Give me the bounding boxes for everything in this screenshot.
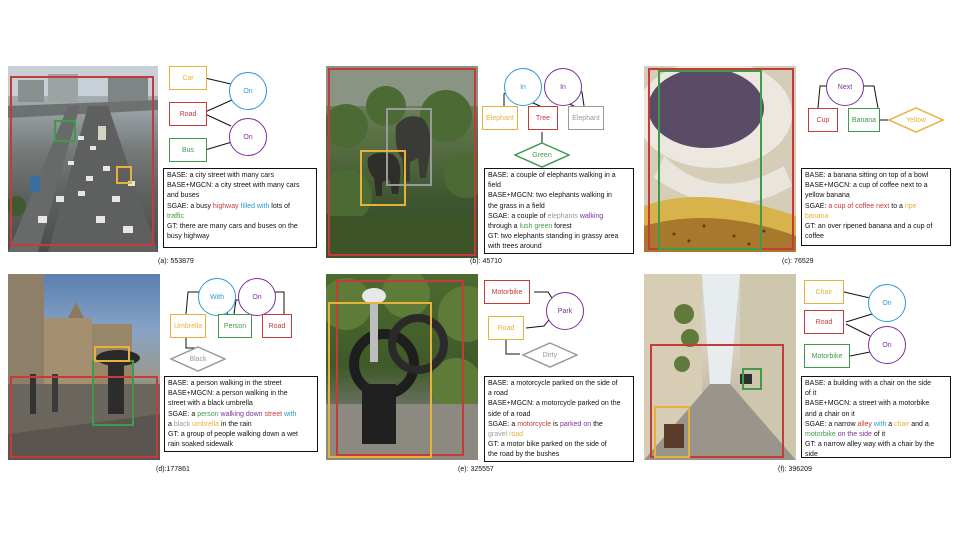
- caption-box-a: [163, 168, 317, 248]
- caption-line: [805, 202, 947, 212]
- caption-line: [488, 420, 630, 430]
- caption-line: [805, 181, 947, 191]
- caption-segment: yellow banana: [805, 192, 850, 200]
- caption-segment: SGAE:: [805, 202, 829, 210]
- caption-segment: BASE+MGCN: a cup of coffee next to a: [805, 182, 928, 190]
- graph-node-on-d: On: [238, 278, 276, 316]
- caption-segment: GT: a narrow alley way with a chair by the: [805, 441, 935, 449]
- bbox-car: [116, 166, 132, 184]
- bbox-road-e: [328, 302, 432, 458]
- caption-segment: GT: two elephants standing in grassy area: [488, 233, 619, 241]
- graph-node-road: Road: [169, 102, 207, 126]
- caption-segment: lush: [519, 223, 533, 231]
- caption-line: [805, 420, 947, 430]
- caption-line: [805, 222, 947, 232]
- graph-node-next: Next: [826, 68, 864, 106]
- caption-segment: black: [173, 420, 191, 428]
- caption-line: [167, 232, 313, 242]
- caption-line: [805, 440, 947, 450]
- caption-line: [488, 399, 630, 409]
- caption-segment: the road by the bushes: [488, 451, 560, 459]
- caption-segment: walking: [579, 212, 604, 220]
- caption-line: [488, 212, 630, 222]
- caption-line: [488, 222, 630, 232]
- graph-node-motorbike-e: Motorbike: [484, 280, 530, 304]
- scene-graph-b: [482, 64, 632, 164]
- caption-segment: umbrella: [192, 420, 219, 428]
- scene-graph-d: [166, 278, 316, 378]
- caption-segment: BASE: a building with a chair on the side: [805, 380, 932, 387]
- caption-line: [167, 181, 313, 191]
- caption-segment: a: [168, 420, 174, 428]
- caption-segment: BASE: a city street with many cars: [167, 172, 274, 179]
- panel-label-a: (a): 553879: [158, 258, 194, 265]
- caption-line: [805, 379, 947, 389]
- caption-segment: on the side: [837, 431, 872, 439]
- caption-line: [168, 389, 314, 399]
- caption-segment: of it: [871, 431, 886, 439]
- caption-line: [488, 232, 630, 242]
- caption-line: [488, 191, 630, 201]
- bbox-road: [10, 76, 154, 246]
- caption-segment: and a chair on it: [805, 410, 855, 418]
- caption-segment: the grass in a field: [488, 202, 545, 210]
- caption-line: [488, 242, 630, 252]
- caption-line: [488, 440, 630, 450]
- scene-graph-a: [165, 64, 315, 164]
- caption-segment: coffee: [805, 233, 824, 241]
- graph-node-on-cyan: On: [229, 72, 267, 110]
- caption-line: [805, 410, 947, 420]
- graph-node-park: Park: [546, 292, 584, 330]
- caption-segment: motorcycle: [517, 420, 552, 428]
- graph-node-tree: Tree: [528, 106, 558, 130]
- graph-node-cup: Cup: [808, 108, 838, 132]
- caption-line: [488, 389, 630, 399]
- caption-segment: SGAE: a couple of: [488, 212, 548, 220]
- bbox-banana: [658, 70, 762, 250]
- panel-label-f: (f): 396209: [778, 466, 812, 473]
- photo-rainy-street: [8, 274, 160, 460]
- caption-segment: green: [534, 223, 553, 231]
- graph-node-road-e: Road: [488, 316, 524, 340]
- graph-node-car: Car: [169, 66, 207, 90]
- caption-segment: GT: a motor bike parked on the side of: [488, 441, 607, 449]
- caption-segment: busy highway: [167, 233, 210, 241]
- panel-label-e: (e): 325557: [458, 466, 494, 473]
- caption-box-f: [801, 376, 951, 458]
- bbox-bus: [54, 120, 76, 142]
- photo-motorcycle: [326, 274, 478, 460]
- caption-segment: walking down: [220, 410, 263, 418]
- caption-segment: GT: a group of people walking down a wet: [168, 431, 298, 439]
- photo-elephants-forest: [326, 66, 478, 258]
- caption-segment: gravel: [488, 431, 508, 439]
- caption-segment: the: [591, 420, 603, 428]
- caption-segment: is: [551, 420, 560, 428]
- caption-segment: person: [197, 410, 219, 418]
- graph-node-elephant-gray: Elephant: [568, 106, 604, 130]
- caption-box-b: [484, 168, 634, 254]
- caption-segment: with: [284, 410, 297, 418]
- caption-segment: BASE+MGCN: a street with a motorbike: [805, 400, 930, 408]
- caption-line: [167, 212, 313, 222]
- scene-graph-f: [800, 278, 950, 378]
- caption-line: [167, 191, 313, 201]
- caption-line: [488, 202, 630, 212]
- caption-segment: BASE+MGCN: a motorcycle parked on the: [488, 400, 621, 408]
- caption-segment: GT: an over ripened banana and a cup of: [805, 223, 933, 231]
- bbox-person: [92, 360, 134, 426]
- caption-line: [168, 379, 314, 389]
- graph-node-road-d: Road: [262, 314, 292, 338]
- caption-segment: GT: there are many cars and buses on the: [167, 223, 298, 231]
- caption-segment: SGAE: a: [488, 420, 518, 428]
- caption-line: [167, 222, 313, 232]
- graph-node-in-cyan: In: [504, 68, 542, 106]
- caption-segment: in the rain: [219, 420, 252, 428]
- caption-segment: chair: [894, 420, 910, 428]
- graph-node-on-purple: On: [229, 118, 267, 156]
- graph-node-with: With: [198, 278, 236, 316]
- graph-node-bus: Bus: [169, 138, 207, 162]
- graph-node-chair: Chair: [804, 280, 844, 304]
- caption-segment: parked on: [559, 420, 592, 428]
- caption-box-d: [164, 376, 318, 452]
- caption-segment: BASE: a couple of elephants walking in a: [488, 172, 616, 179]
- caption-segment: traffic: [167, 212, 184, 220]
- graph-node-umbrella: Umbrella: [170, 314, 206, 338]
- caption-box-c: [801, 168, 951, 246]
- graph-node-yellow: Yellow: [888, 107, 944, 133]
- graph-node-on-f-purple: On: [868, 326, 906, 364]
- caption-segment: filled with: [240, 202, 270, 210]
- caption-line: [168, 410, 314, 420]
- caption-line: [805, 171, 947, 181]
- caption-segment: a: [886, 420, 895, 428]
- caption-segment: lots of: [269, 202, 290, 210]
- caption-segment: field: [488, 182, 501, 190]
- caption-segment: rain soaked sidewalk: [168, 441, 233, 449]
- panel-label-b: (b): 45710: [470, 258, 502, 265]
- bbox-elephant-yellow: [360, 150, 406, 206]
- caption-segment: BASE+MGCN: a city street with many cars: [167, 182, 300, 190]
- caption-segment: and a: [909, 420, 929, 428]
- caption-segment: a road: [488, 390, 508, 398]
- caption-line: [168, 399, 314, 409]
- caption-segment: of it: [805, 390, 817, 398]
- photo-city-highway: [8, 66, 158, 252]
- caption-line: [168, 440, 314, 450]
- graph-node-dirty: Dirty: [522, 342, 578, 368]
- caption-line: [805, 212, 947, 222]
- caption-segment: forest: [552, 223, 572, 231]
- caption-segment: motorbike: [805, 431, 836, 439]
- caption-segment: BASE+MGCN: two elephants walking in: [488, 192, 612, 200]
- graph-node-road-f: Road: [804, 310, 844, 334]
- caption-segment: SGAE: a narrow: [805, 420, 858, 428]
- caption-line: [805, 399, 947, 409]
- caption-segment: street with a black umbrella: [168, 400, 253, 408]
- caption-segment: with trees around: [488, 243, 542, 251]
- caption-line: [168, 420, 314, 430]
- caption-line: [805, 430, 947, 440]
- graph-node-on-f-cyan: On: [868, 284, 906, 322]
- caption-line: [167, 171, 313, 181]
- caption-segment: highway: [212, 202, 239, 210]
- panel-label-c: (c): 76529: [782, 258, 814, 265]
- graph-node-elephant-yellow: Elephant: [482, 106, 518, 130]
- photo-cup-banana: [644, 66, 796, 252]
- bbox-umbrella: [94, 346, 130, 362]
- caption-box-e: [484, 376, 634, 462]
- caption-segment: through a: [488, 223, 520, 231]
- caption-segment: road: [509, 431, 524, 439]
- graph-node-motorbike-f: Motorbike: [804, 344, 850, 368]
- photo-narrow-alley: [644, 274, 796, 460]
- caption-segment: street: [264, 410, 283, 418]
- caption-line: [167, 202, 313, 212]
- caption-line: [488, 379, 630, 389]
- caption-segment: ripe: [904, 202, 917, 210]
- caption-segment: banana: [805, 212, 829, 220]
- caption-segment: BASE+MGCN: a person walking in the: [168, 390, 288, 398]
- caption-segment: elephants: [547, 212, 578, 220]
- caption-segment: alley: [857, 420, 872, 428]
- scene-graph-c: [800, 64, 950, 164]
- graph-node-black: Black: [170, 346, 226, 372]
- graph-node-green: Green: [514, 142, 570, 168]
- caption-line: [168, 430, 314, 440]
- caption-segment: a cup of coffee next: [828, 202, 890, 210]
- caption-segment: SGAE: a: [168, 410, 198, 418]
- bbox-road-d: [10, 376, 158, 458]
- caption-segment: with: [873, 420, 887, 428]
- caption-segment: and buses: [167, 192, 200, 200]
- bbox-motorbike-f: [742, 368, 762, 390]
- graph-node-in-purple: In: [544, 68, 582, 106]
- caption-segment: BASE: a person walking in the street: [168, 380, 282, 387]
- graph-node-person: Person: [218, 314, 252, 338]
- caption-line: [488, 171, 630, 181]
- caption-segment: side of a road: [488, 410, 531, 418]
- caption-line: [805, 450, 947, 460]
- caption-segment: SGAE: a busy: [167, 202, 213, 210]
- caption-line: [488, 450, 630, 460]
- caption-line: [488, 430, 630, 440]
- scene-graph-e: [484, 278, 634, 378]
- caption-segment: to a: [889, 202, 905, 210]
- caption-line: [488, 410, 630, 420]
- bbox-chair: [654, 406, 690, 458]
- caption-line: [488, 181, 630, 191]
- graph-node-banana: Banana: [848, 108, 880, 132]
- caption-segment: BASE: a banana sitting on top of a bowl: [805, 172, 929, 179]
- caption-line: [805, 232, 947, 242]
- caption-line: [805, 191, 947, 201]
- caption-segment: side: [805, 451, 818, 459]
- caption-line: [805, 389, 947, 399]
- panel-label-d: (d):177861: [156, 466, 190, 473]
- caption-segment: BASE: a motorcycle parked on the side of: [488, 380, 618, 387]
